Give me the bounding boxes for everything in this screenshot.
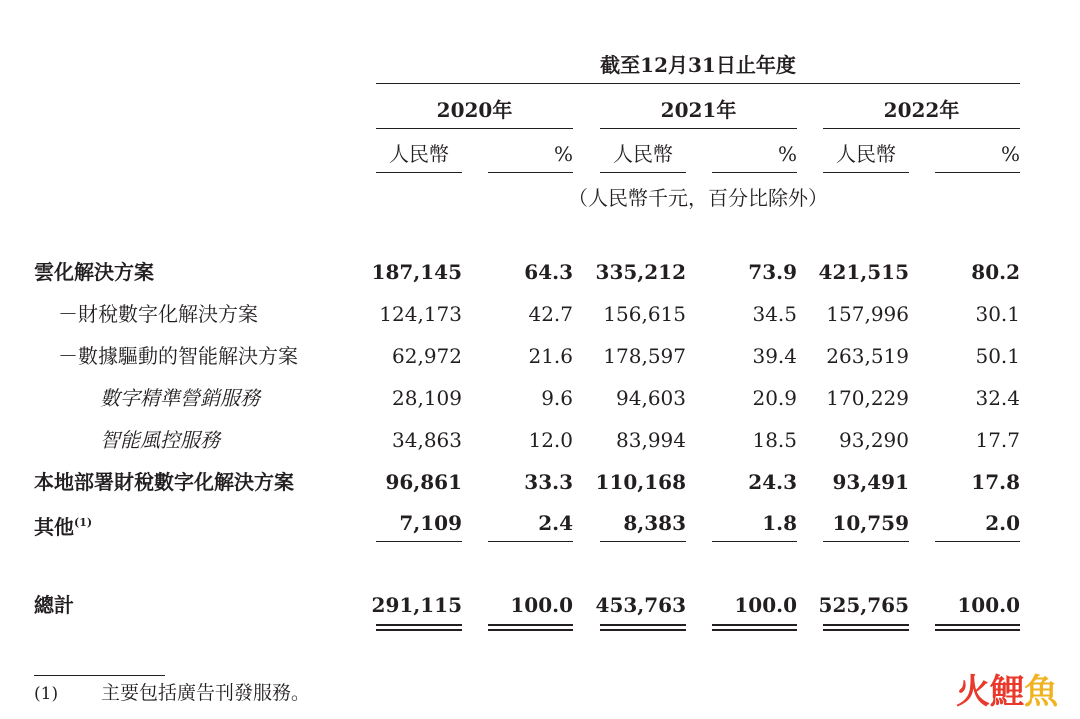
cell-2022-amount: 93,491 — [832, 470, 909, 494]
cell-2021-percent: 24.3 — [748, 470, 797, 494]
percent-header-2022: % — [1000, 142, 1020, 166]
total-double-rule-b3 — [600, 629, 686, 631]
cell-2021-percent: 18.5 — [752, 428, 797, 452]
row-label — [100, 427, 220, 453]
total-double-rule-a2 — [488, 624, 573, 626]
cell-2020-amount: 187,145 — [371, 260, 462, 284]
sub-rule-6 — [935, 172, 1020, 173]
footnote-text: 主要包括廣告刊發服務。 — [101, 682, 311, 704]
cell-2020-amount: 62,972 — [392, 344, 462, 368]
cell-2022-percent: 17.8 — [971, 470, 1020, 494]
year-2022: 2022年 — [883, 98, 960, 122]
footnote-rule — [34, 675, 165, 676]
cell-2021-amount: 83,994 — [616, 428, 686, 452]
footnote-marker: (1) — [34, 684, 59, 704]
row-label — [34, 259, 154, 285]
row-label-text: 其他 — [34, 515, 74, 539]
cell-2022-amount: 93,290 — [839, 428, 909, 452]
cell-2022-percent: 50.1 — [975, 344, 1020, 368]
row-label — [34, 469, 294, 495]
row-label-text: 本地部署財稅數字化解決方案 — [34, 470, 294, 494]
cell-2021-percent: 73.9 — [748, 260, 797, 284]
sub-rule-1 — [376, 172, 462, 173]
cell-2022-percent: 30.1 — [975, 302, 1020, 326]
cell-2021-amount: 8,383 — [623, 511, 686, 535]
table-row — [0, 469, 1080, 495]
total-row — [0, 592, 1080, 618]
currency-header-2020: 人民幣 — [389, 142, 449, 166]
total-double-rule-b1 — [376, 629, 462, 631]
row-label-text: 數字精準營銷服務 — [100, 386, 260, 410]
cell-2021-amount: 110,168 — [595, 470, 686, 494]
cell-2022-percent: 17.7 — [975, 428, 1020, 452]
subtotal-rule-4 — [712, 541, 797, 542]
cell-2020-percent: 9.6 — [541, 386, 573, 410]
total-2020-amount: 291,115 — [371, 593, 462, 617]
cell-2020-percent: 2.4 — [538, 511, 573, 535]
cell-2022-amount: 10,759 — [832, 511, 909, 535]
total-double-rule-b5 — [823, 629, 909, 631]
cell-2020-amount: 34,863 — [392, 428, 462, 452]
period-rule — [376, 83, 1020, 84]
watermark-char-3: 魚 — [1024, 672, 1058, 712]
cell-2022-percent: 2.0 — [985, 511, 1020, 535]
cell-2020-percent: 64.3 — [524, 260, 573, 284]
sub-rule-4 — [712, 172, 797, 173]
total-double-rule-a6 — [935, 624, 1020, 626]
row-label — [100, 385, 260, 411]
sub-rule-5 — [823, 172, 909, 173]
row-label — [34, 510, 92, 540]
sub-rule-3 — [600, 172, 686, 173]
percent-header-2021: % — [777, 142, 797, 166]
period-title: 截至12月31日止年度 — [600, 53, 796, 77]
total-label: 總計 — [34, 593, 74, 617]
total-double-rule-a5 — [823, 624, 909, 626]
total-double-rule-a1 — [376, 624, 462, 626]
table-row — [0, 343, 1080, 369]
sub-rule-2 — [488, 172, 573, 173]
cell-2022-amount: 157,996 — [826, 302, 909, 326]
cell-2022-percent: 32.4 — [975, 386, 1020, 410]
total-double-rule-b2 — [488, 629, 573, 631]
subtotal-rule-6 — [935, 541, 1020, 542]
table-row — [0, 427, 1080, 453]
cell-2021-percent: 34.5 — [752, 302, 797, 326]
cell-2020-percent: 33.3 — [524, 470, 573, 494]
table-row — [0, 385, 1080, 411]
total-double-rule-b4 — [712, 629, 797, 631]
cell-2021-amount: 335,212 — [595, 260, 686, 284]
cell-2021-percent: 39.4 — [752, 344, 797, 368]
unit-note: （人民幣千元，百分比除外） — [568, 186, 828, 210]
cell-2020-percent: 21.6 — [528, 344, 573, 368]
watermark-char-2: 鯉 — [990, 672, 1024, 712]
footnote-ref: (1) — [74, 516, 93, 529]
percent-header-2020: % — [553, 142, 573, 166]
total-2021-percent: 100.0 — [734, 593, 797, 617]
total-2022-amount: 525,765 — [818, 593, 909, 617]
cell-2021-amount: 178,597 — [603, 344, 686, 368]
subtotal-rule-1 — [376, 541, 462, 542]
cell-2021-amount: 156,615 — [603, 302, 686, 326]
cell-2020-percent: 42.7 — [528, 302, 573, 326]
watermark-char-1: 火 — [956, 672, 990, 712]
total-double-rule-b6 — [935, 629, 1020, 631]
year-rule-2020 — [376, 128, 573, 129]
year-rule-2021 — [600, 128, 797, 129]
cell-2021-percent: 1.8 — [762, 511, 797, 535]
currency-header-2022: 人民幣 — [836, 142, 896, 166]
cell-2021-amount: 94,603 — [616, 386, 686, 410]
total-2020-percent: 100.0 — [510, 593, 573, 617]
cell-2020-amount: 28,109 — [392, 386, 462, 410]
cell-2021-percent: 20.9 — [752, 386, 797, 410]
row-label-text: －財稅數字化解決方案 — [58, 302, 258, 326]
table-row — [0, 301, 1080, 327]
row-label — [58, 301, 258, 327]
cell-2022-amount: 263,519 — [826, 344, 909, 368]
cell-2020-amount: 7,109 — [399, 511, 462, 535]
cell-2020-amount: 124,173 — [379, 302, 462, 326]
subtotal-rule-2 — [488, 541, 573, 542]
total-double-rule-a3 — [600, 624, 686, 626]
cell-2022-amount: 170,229 — [826, 386, 909, 410]
total-2022-percent: 100.0 — [957, 593, 1020, 617]
cell-2022-amount: 421,515 — [818, 260, 909, 284]
cell-2020-percent: 12.0 — [528, 428, 573, 452]
watermark-logo — [956, 672, 1058, 712]
row-label — [58, 343, 298, 369]
year-rule-2022 — [823, 128, 1020, 129]
row-label-text: －數據驅動的智能解決方案 — [58, 344, 298, 368]
total-double-rule-a4 — [712, 624, 797, 626]
row-label-text: 智能風控服務 — [100, 428, 220, 452]
year-2021: 2021年 — [660, 98, 737, 122]
table-row — [0, 259, 1080, 285]
year-2020: 2020年 — [436, 98, 513, 122]
subtotal-rule-3 — [600, 541, 686, 542]
table-row — [0, 510, 1080, 539]
cell-2022-percent: 80.2 — [971, 260, 1020, 284]
row-label-text: 雲化解決方案 — [34, 260, 154, 284]
currency-header-2021: 人民幣 — [613, 142, 673, 166]
subtotal-rule-5 — [823, 541, 909, 542]
total-2021-amount: 453,763 — [595, 593, 686, 617]
cell-2020-amount: 96,861 — [385, 470, 462, 494]
